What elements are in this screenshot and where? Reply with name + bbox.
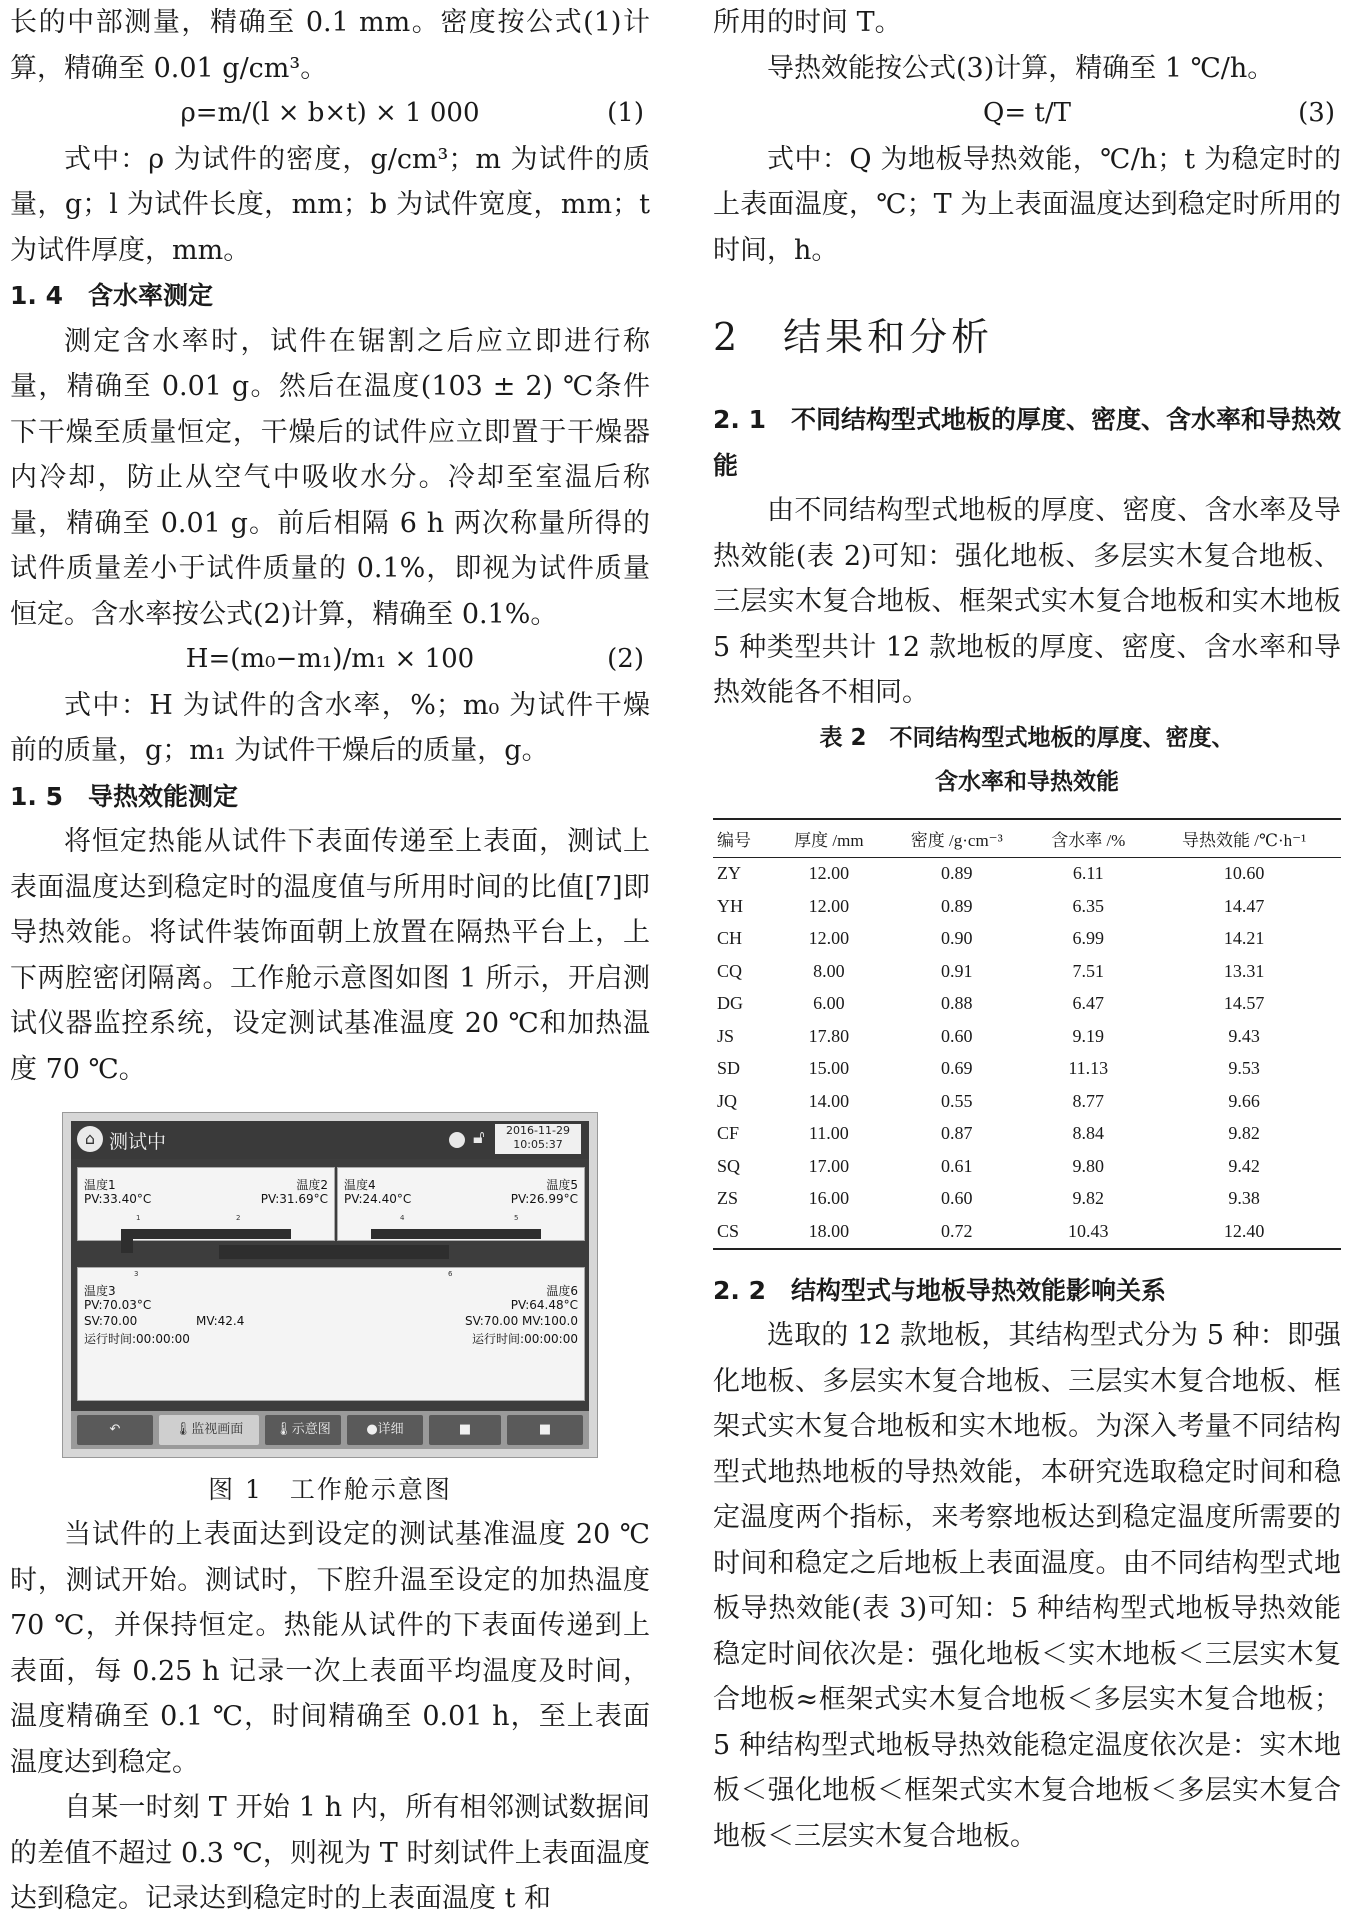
- table-cell: CQ: [717, 960, 743, 981]
- specimen-bar-left: [121, 1229, 291, 1239]
- sensor-6-marker: 6: [448, 1270, 453, 1278]
- temp6-setpoint-output: SV:70.00 MV:100.0: [464, 1314, 578, 1328]
- temp3-label: 温度3: [84, 1284, 116, 1298]
- table-cell: 9.82: [1072, 1188, 1105, 1209]
- temp6-value: PV:64.48°C: [510, 1298, 578, 1312]
- table-cell: 11.13: [1068, 1058, 1109, 1079]
- table-row: [713, 890, 1341, 923]
- temp3-value: PV:70.03°C: [84, 1298, 152, 1312]
- sensor-3-marker: 3: [134, 1270, 139, 1278]
- table-cell: 6.35: [1072, 895, 1105, 916]
- specimen-bar-right: [371, 1229, 541, 1239]
- sensor-4-marker: 4: [400, 1214, 405, 1222]
- paragraph: 测定含水率时，试件在锯割之后应立即进行称量，精确至 0.01 g。然后在温度(103 ± 2) ℃条件下干燥至质量恒定，干燥后的试件应立即置于干燥器内冷却，防止从空气中吸收水分。冷却至室温后称量，精确至 0.01 g。前后相隔 6 h 两次称量所得的试件质量差小于试件质量的 0.1%，即视为试件质量恒定。含水率按公式(2)计算，精确至 0.1%。: [10, 325, 650, 630]
- right-column: [713, 0, 1341, 1859]
- temp3-output: MV:42.4: [196, 1314, 245, 1328]
- table-cell: CF: [717, 1123, 740, 1144]
- table-cell: 15.00: [808, 1058, 850, 1079]
- table-cell: ZY: [717, 863, 741, 884]
- table-cell: 6.99: [1072, 928, 1105, 949]
- table-row: [713, 1183, 1341, 1216]
- table-cell: 14.00: [808, 1090, 850, 1111]
- table-cell: JS: [717, 1025, 735, 1046]
- sensor-1-marker: 1: [136, 1214, 141, 1222]
- table-cell: 14.21: [1223, 928, 1265, 949]
- sensor-2-marker: 2: [236, 1214, 241, 1222]
- table-cell: 0.87: [941, 1123, 973, 1144]
- table-cell: 10.43: [1029, 1215, 1147, 1249]
- table-cell: 12.00: [808, 895, 850, 916]
- datetime-display: [495, 1124, 581, 1154]
- table-header-cell: 含水率 /%: [1029, 819, 1147, 858]
- paragraph: 长的中部测量，精确至 0.1 mm。密度按公式(1)计算，精确至 0.01 g/cm³。: [10, 7, 650, 84]
- paragraph: 由不同结构型式地板的厚度、密度、含水率及导热效能(表 2)可知：强化地板、多层实木复合地板、三层实木复合地板、框架式实木复合地板和实木地板 5 种类型共计 12 款地板的厚度、密度、含水率和导热效能各不相同。: [713, 495, 1341, 708]
- paragraph: 导热效能按公式(3)计算，精确至 1 ℃/h。: [767, 52, 1275, 84]
- table-cell: 9.80: [1072, 1155, 1105, 1176]
- table-cell: 9.43: [1228, 1025, 1260, 1046]
- table-cell: 0.90: [941, 928, 973, 949]
- square-button-a[interactable]: ■: [429, 1415, 501, 1445]
- table-cell: 10.60: [1223, 863, 1265, 884]
- temp5-value: PV:26.99°C: [510, 1192, 578, 1206]
- paragraph: 自某一时刻 T 开始 1 h 内，所有相邻测试数据间的差值不超过 0.3 ℃，则视为 T 时刻试件上表面温度达到稳定。记录达到稳定时的上表面温度 t 和: [10, 1792, 650, 1914]
- device-titlebar: [71, 1121, 589, 1159]
- equation-1: [10, 91, 650, 137]
- table-cell: 0.61: [941, 1155, 973, 1176]
- table-cell: 9.53: [1228, 1058, 1260, 1079]
- table-2-title-line-2: 含水率和导热效能: [935, 768, 1119, 795]
- table-row: [713, 1118, 1341, 1151]
- detail-label: 详细: [377, 1422, 404, 1437]
- temp4-value: PV:24.40°C: [344, 1192, 412, 1206]
- specimen-base-bar: [219, 1245, 449, 1259]
- paragraph: 选取的 12 款地板，其结构型式分为 5 种：即强化地板、多层实木复合地板、三层实木复合地板、框架式实木复合地板和实木地板。为深入考量不同结构型式地热地板的导热效能，本研究选取稳定时间和稳定温度两个指标，来考察地板达到稳定温度所需要的时间和稳定之后地板上表面温度。由不同结构型式地板导热效能(表 3)可知：5 种结构型式地板导热效能稳定时间依次是：强化地板＜实木地板＜三层实木复合地板≈框架式实木复合地板＜多层实木复合地板；5 种结构型式地板导热效能稳定温度依次是：实木地板＜强化地板＜框架式实木复合地板＜多层实木复合地板＜三层实木复合地板。: [713, 1320, 1341, 1852]
- table-cell: 0.60: [941, 1025, 973, 1046]
- back-button[interactable]: ↶: [77, 1415, 153, 1445]
- table-row: [713, 1020, 1341, 1053]
- equation-3-number: (3): [1298, 98, 1335, 128]
- table-cell: 7.51: [1072, 960, 1105, 981]
- paragraph: 将恒定热能从试件下表面传递至上表面，测试上表面温度达到稳定时的温度值与所用时间的比值[7]即导热效能。将试件装饰面朝上放置在隔热平台上，上下两腔密闭隔离。工作舱示意图如图 1 所示，开启测试仪器监控系统，设定测试基准温度 20 ℃和加热温度 70 ℃。: [10, 826, 650, 1085]
- table-cell: 0.55: [941, 1090, 973, 1111]
- table-cell: 13.31: [1223, 960, 1265, 981]
- table-2: [713, 818, 1341, 1250]
- time-text: 10:05:37: [513, 1138, 563, 1151]
- paragraph: 当试件的上表面达到设定的测试基准温度 20 ℃时，测试开始。测试时，下腔升温至设定的加热温度 70 ℃，并保持恒定。热能从试件的下表面传递到上表面，每 0.25 h 记录一次上表面平均温度及时间，温度精确至 0.1 ℃，时间精确至 0.01 h，至上表面温度达到稳定。: [10, 1519, 650, 1778]
- table-cell: JQ: [717, 1090, 738, 1111]
- specimen-step-left: [121, 1239, 133, 1253]
- table-cell: 0.72: [884, 1215, 1029, 1249]
- monitor-screen-label: 监视画面: [191, 1422, 244, 1437]
- table-cell: 0.91: [941, 960, 973, 981]
- square-button-b[interactable]: ■: [507, 1415, 583, 1445]
- thermometer-icon: 🌡︎: [275, 1422, 292, 1437]
- equation-3: [713, 91, 1341, 137]
- table-cell: 0.69: [941, 1058, 973, 1079]
- table-cell: 9.66: [1228, 1090, 1260, 1111]
- date-text: 2016-11-29: [506, 1124, 570, 1137]
- table-row: [713, 923, 1341, 956]
- table-cell: YH: [717, 895, 743, 916]
- table-cell: 12.00: [808, 863, 850, 884]
- table-cell: 9.42: [1228, 1155, 1260, 1176]
- table-row: [713, 1215, 1341, 1249]
- thermometer-icon: 🌡︎: [174, 1422, 192, 1437]
- home-icon[interactable]: ⌂: [77, 1126, 103, 1152]
- temp3-setpoint: SV:70.00: [84, 1314, 138, 1328]
- section-heading-2-2: 2. 2 结构型式与地板导热效能影响关系: [713, 1275, 1166, 1305]
- table-row: [713, 1085, 1341, 1118]
- device-toolbar: [71, 1411, 589, 1449]
- table-cell: 0.60: [941, 1188, 973, 1209]
- section-heading-2-1: 2. 1 不同结构型式地板的厚度、密度、含水率和导热效能: [713, 405, 1341, 480]
- table-cell: 17.80: [808, 1025, 850, 1046]
- paragraph: 式中：H 为试件的含水率，%；m₀ 为试件干燥前的质量，g；m₁ 为试件干燥后的质量，g。: [10, 689, 650, 766]
- table-header-cell: 密度 /g·cm⁻³: [884, 819, 1029, 858]
- temp1-label: 温度1: [84, 1178, 116, 1192]
- table-row: [713, 1150, 1341, 1183]
- temp6-runtime: 运行时间:00:00:00: [472, 1332, 578, 1346]
- table-cell: 9.82: [1228, 1123, 1260, 1144]
- equation-2-formula: H=(m₀−m₁)/m₁ × 100: [185, 644, 475, 674]
- table-cell: 16.00: [808, 1188, 850, 1209]
- table-row: [713, 988, 1341, 1021]
- table-row: [713, 1053, 1341, 1086]
- equation-2-number: (2): [607, 644, 644, 674]
- paragraph: 式中：Q 为地板导热效能，℃/h；t 为稳定时的上表面温度，℃；T 为上表面温度达到稳定时所用的时间，h。: [713, 143, 1341, 266]
- section-heading-2: 2 结果和分析: [713, 315, 994, 359]
- temp6-label: 温度6: [546, 1284, 578, 1298]
- table-cell: CH: [717, 928, 743, 949]
- table-cell: 12.00: [808, 928, 850, 949]
- table-cell: 8.00: [813, 960, 845, 981]
- paragraph: 式中：ρ 为试件的密度，g/cm³；m 为试件的质量，g；l 为试件长度，mm；b 为试件宽度，mm；t 为试件厚度，mm。: [10, 143, 650, 266]
- sensor-5-marker: 5: [514, 1214, 519, 1222]
- temp3-runtime: 运行时间:00:00:00: [84, 1332, 190, 1346]
- detail-button[interactable]: [347, 1415, 423, 1445]
- circle-icon: ●: [366, 1422, 378, 1437]
- temp2-label: 温度2: [296, 1178, 328, 1192]
- table-cell: 18.00: [773, 1215, 884, 1249]
- lower-panel: [77, 1267, 585, 1401]
- figure-1-screenshot: [62, 1112, 598, 1458]
- table-cell: 6.11: [1072, 863, 1104, 884]
- monitor-screen-button[interactable]: [159, 1415, 259, 1445]
- left-column: [10, 0, 650, 1922]
- temp4-label: 温度4: [344, 1178, 376, 1192]
- table-row: [713, 857, 1341, 890]
- table-header-cell: 厚度 /mm: [773, 819, 884, 858]
- figure-caption: 图 1 工作舱示意图: [208, 1475, 452, 1504]
- device-screen: [71, 1121, 589, 1449]
- lock-icon[interactable]: 🔓︎: [473, 1127, 485, 1148]
- table-header-cell: 导热效能 /℃·h⁻¹: [1147, 819, 1341, 858]
- table-cell: ZS: [717, 1188, 739, 1209]
- device-title: 测试中: [109, 1131, 167, 1153]
- temp1-value: PV:33.40°C: [84, 1192, 152, 1206]
- equation-3-formula: Q= t/T: [983, 98, 1071, 128]
- temp5-label: 温度5: [546, 1178, 578, 1192]
- table-cell: 6.47: [1072, 993, 1105, 1014]
- diagram-button[interactable]: [265, 1415, 341, 1445]
- table-cell: 6.00: [813, 993, 845, 1014]
- table-cell: 14.47: [1223, 895, 1265, 916]
- table-header-cell: 编号: [713, 819, 773, 858]
- table-2-title-line-1: 表 2 不同结构型式地板的厚度、密度、: [819, 724, 1235, 751]
- equation-1-number: (1): [607, 98, 644, 128]
- table-cell: 9.38: [1228, 1188, 1260, 1209]
- table-cell: SD: [717, 1058, 741, 1079]
- paragraph: 所用的时间 T。: [713, 7, 902, 38]
- table-row: [713, 955, 1341, 988]
- table-cell: SQ: [717, 1155, 741, 1176]
- diagram-label: 示意图: [291, 1422, 331, 1437]
- table-cell: 17.00: [808, 1155, 850, 1176]
- equation-2: [10, 637, 650, 683]
- equation-1-formula: ρ=m/(l × b×t) × 1 000: [180, 98, 480, 128]
- section-heading-1-5: 1. 5 导热效能测定: [10, 781, 238, 811]
- table-cell: 0.89: [941, 863, 973, 884]
- temp2-value: PV:31.69°C: [260, 1192, 328, 1206]
- table-header-row: [713, 819, 1341, 858]
- table-cell: DG: [717, 993, 743, 1014]
- table-cell: 8.77: [1072, 1090, 1105, 1111]
- table-cell: 11.00: [808, 1123, 849, 1144]
- table-cell: 0.88: [941, 993, 973, 1014]
- section-heading-1-4: 1. 4 含水率测定: [10, 281, 213, 310]
- table-cell: CS: [713, 1215, 773, 1249]
- table-cell: 9.19: [1072, 1025, 1105, 1046]
- table-cell: 8.84: [1072, 1123, 1105, 1144]
- table-cell: 14.57: [1223, 993, 1265, 1014]
- status-light-icon: [449, 1132, 465, 1148]
- table-cell: 0.89: [941, 895, 973, 916]
- table-cell: 12.40: [1147, 1215, 1341, 1249]
